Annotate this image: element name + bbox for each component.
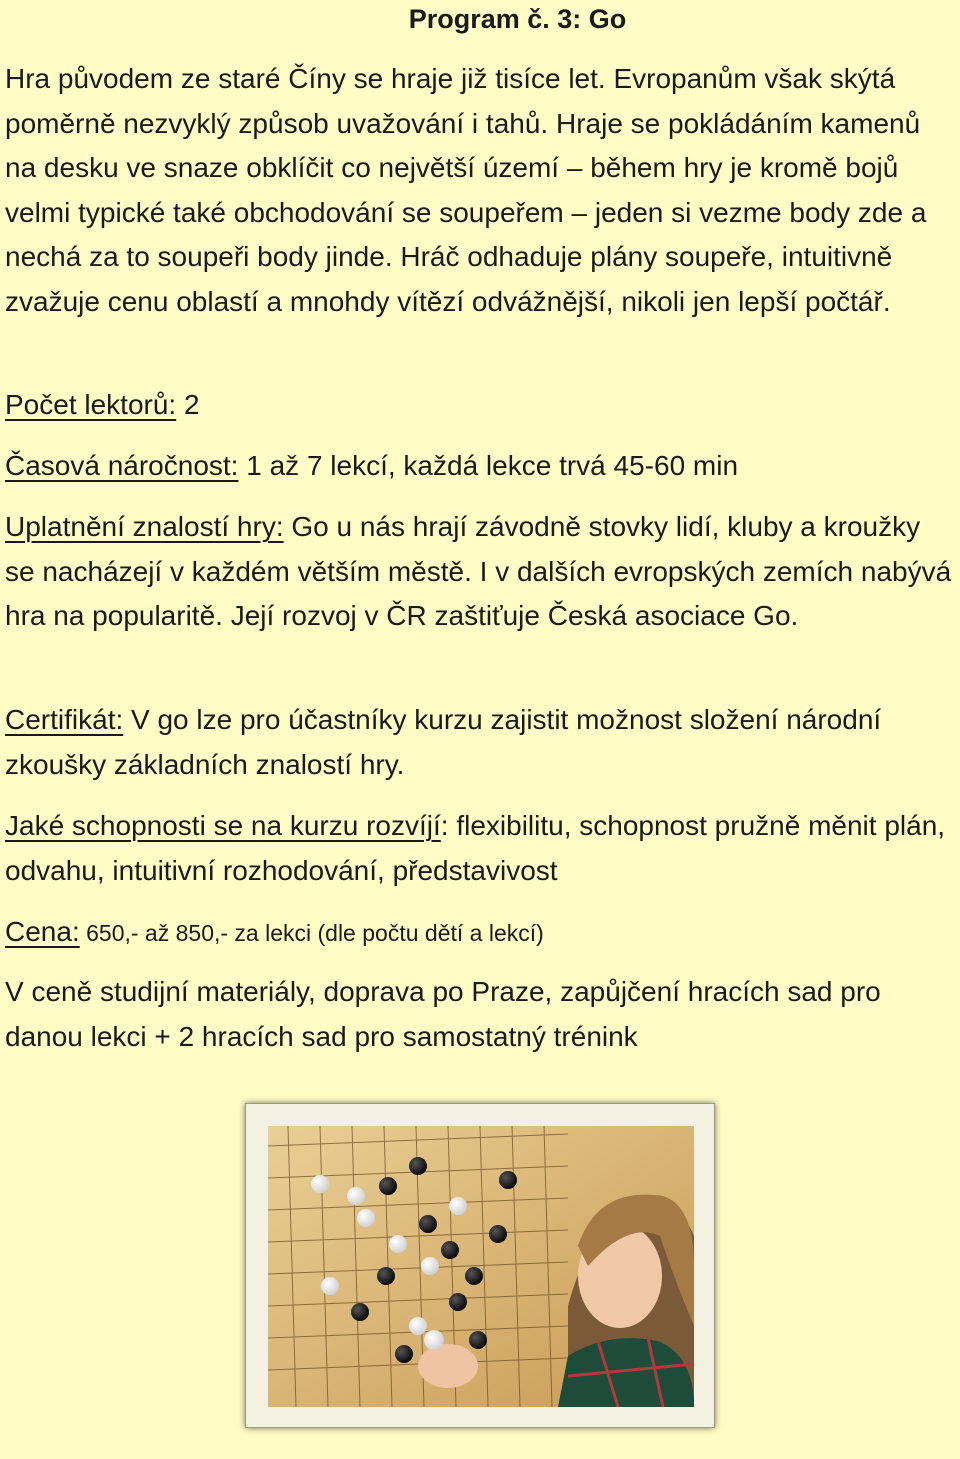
application-label: Uplatnění znalostí hry:	[5, 511, 284, 542]
price-value: 650,- až 850,- za lekci (dle počtu dětí a lekcí)	[79, 920, 544, 946]
certificate-label: Certifikát:	[5, 704, 124, 735]
page-title: Program č. 3: Go	[408, 4, 627, 34]
price-label: Cena:	[5, 916, 80, 947]
photo-frame	[245, 1103, 715, 1428]
duration-value: 1 až 7 lekcí, každá lekce trvá 45-60 min	[238, 450, 739, 481]
includes-paragraph: V ceně studijní materiály, doprava po Praze, zapůjčení hracích sad pro danou lekci + 2 hracích sad pro samostatný trénink	[5, 976, 881, 1052]
go-board-illustration	[268, 1126, 694, 1407]
lecturers-label: Počet lektorů:	[5, 389, 177, 420]
lecturers-line	[5, 383, 955, 428]
skills-paragraph	[5, 804, 955, 893]
application-value: Go u nás hrají závodně stovky lidí, kluby a kroužky se nacházejí v každém větším městě. I v dalších evropských zemích nabývá hra na popularitě. Její rozvoj v ČR zaštiťuje Česká asociace Go.	[5, 511, 952, 631]
certificate-value: V go lze pro účastníky kurzu zajistit možnost složení národní zkoušky základních znalostí hry.	[5, 704, 882, 780]
application-paragraph	[5, 505, 955, 639]
certificate-paragraph	[5, 698, 955, 787]
price-line	[5, 910, 955, 956]
skills-value: : flexibilitu, schopnost pružně měnit plán, odvahu, intuitivní rozhodování, představivost	[5, 810, 946, 886]
go-board-photo	[268, 1126, 694, 1407]
lecturers-value: 2	[176, 389, 200, 420]
skills-label: Jaké schopnosti se na kurzu rozvíjí	[5, 810, 441, 841]
duration-label: Časová náročnost:	[5, 450, 239, 481]
duration-line	[5, 444, 955, 489]
intro-paragraph: Hra původem ze staré Číny se hraje již tisíce let. Evropanům však skýtá poměrně nezvyklý způsob uvažování i tahů. Hraje se pokládáním kamenů na desku ve snaze obklíčit co největší území – během hry je kromě bojů velmi typické také obchodování se soupeřem – jeden si vezme body zde a nechá za to soupeři body jinde. Hráč odhaduje plány soupeře, intuitivně zvažuje cenu oblastí a mnohdy vítězí odvážnější, nikoli jen lepší počtář.	[5, 63, 927, 317]
